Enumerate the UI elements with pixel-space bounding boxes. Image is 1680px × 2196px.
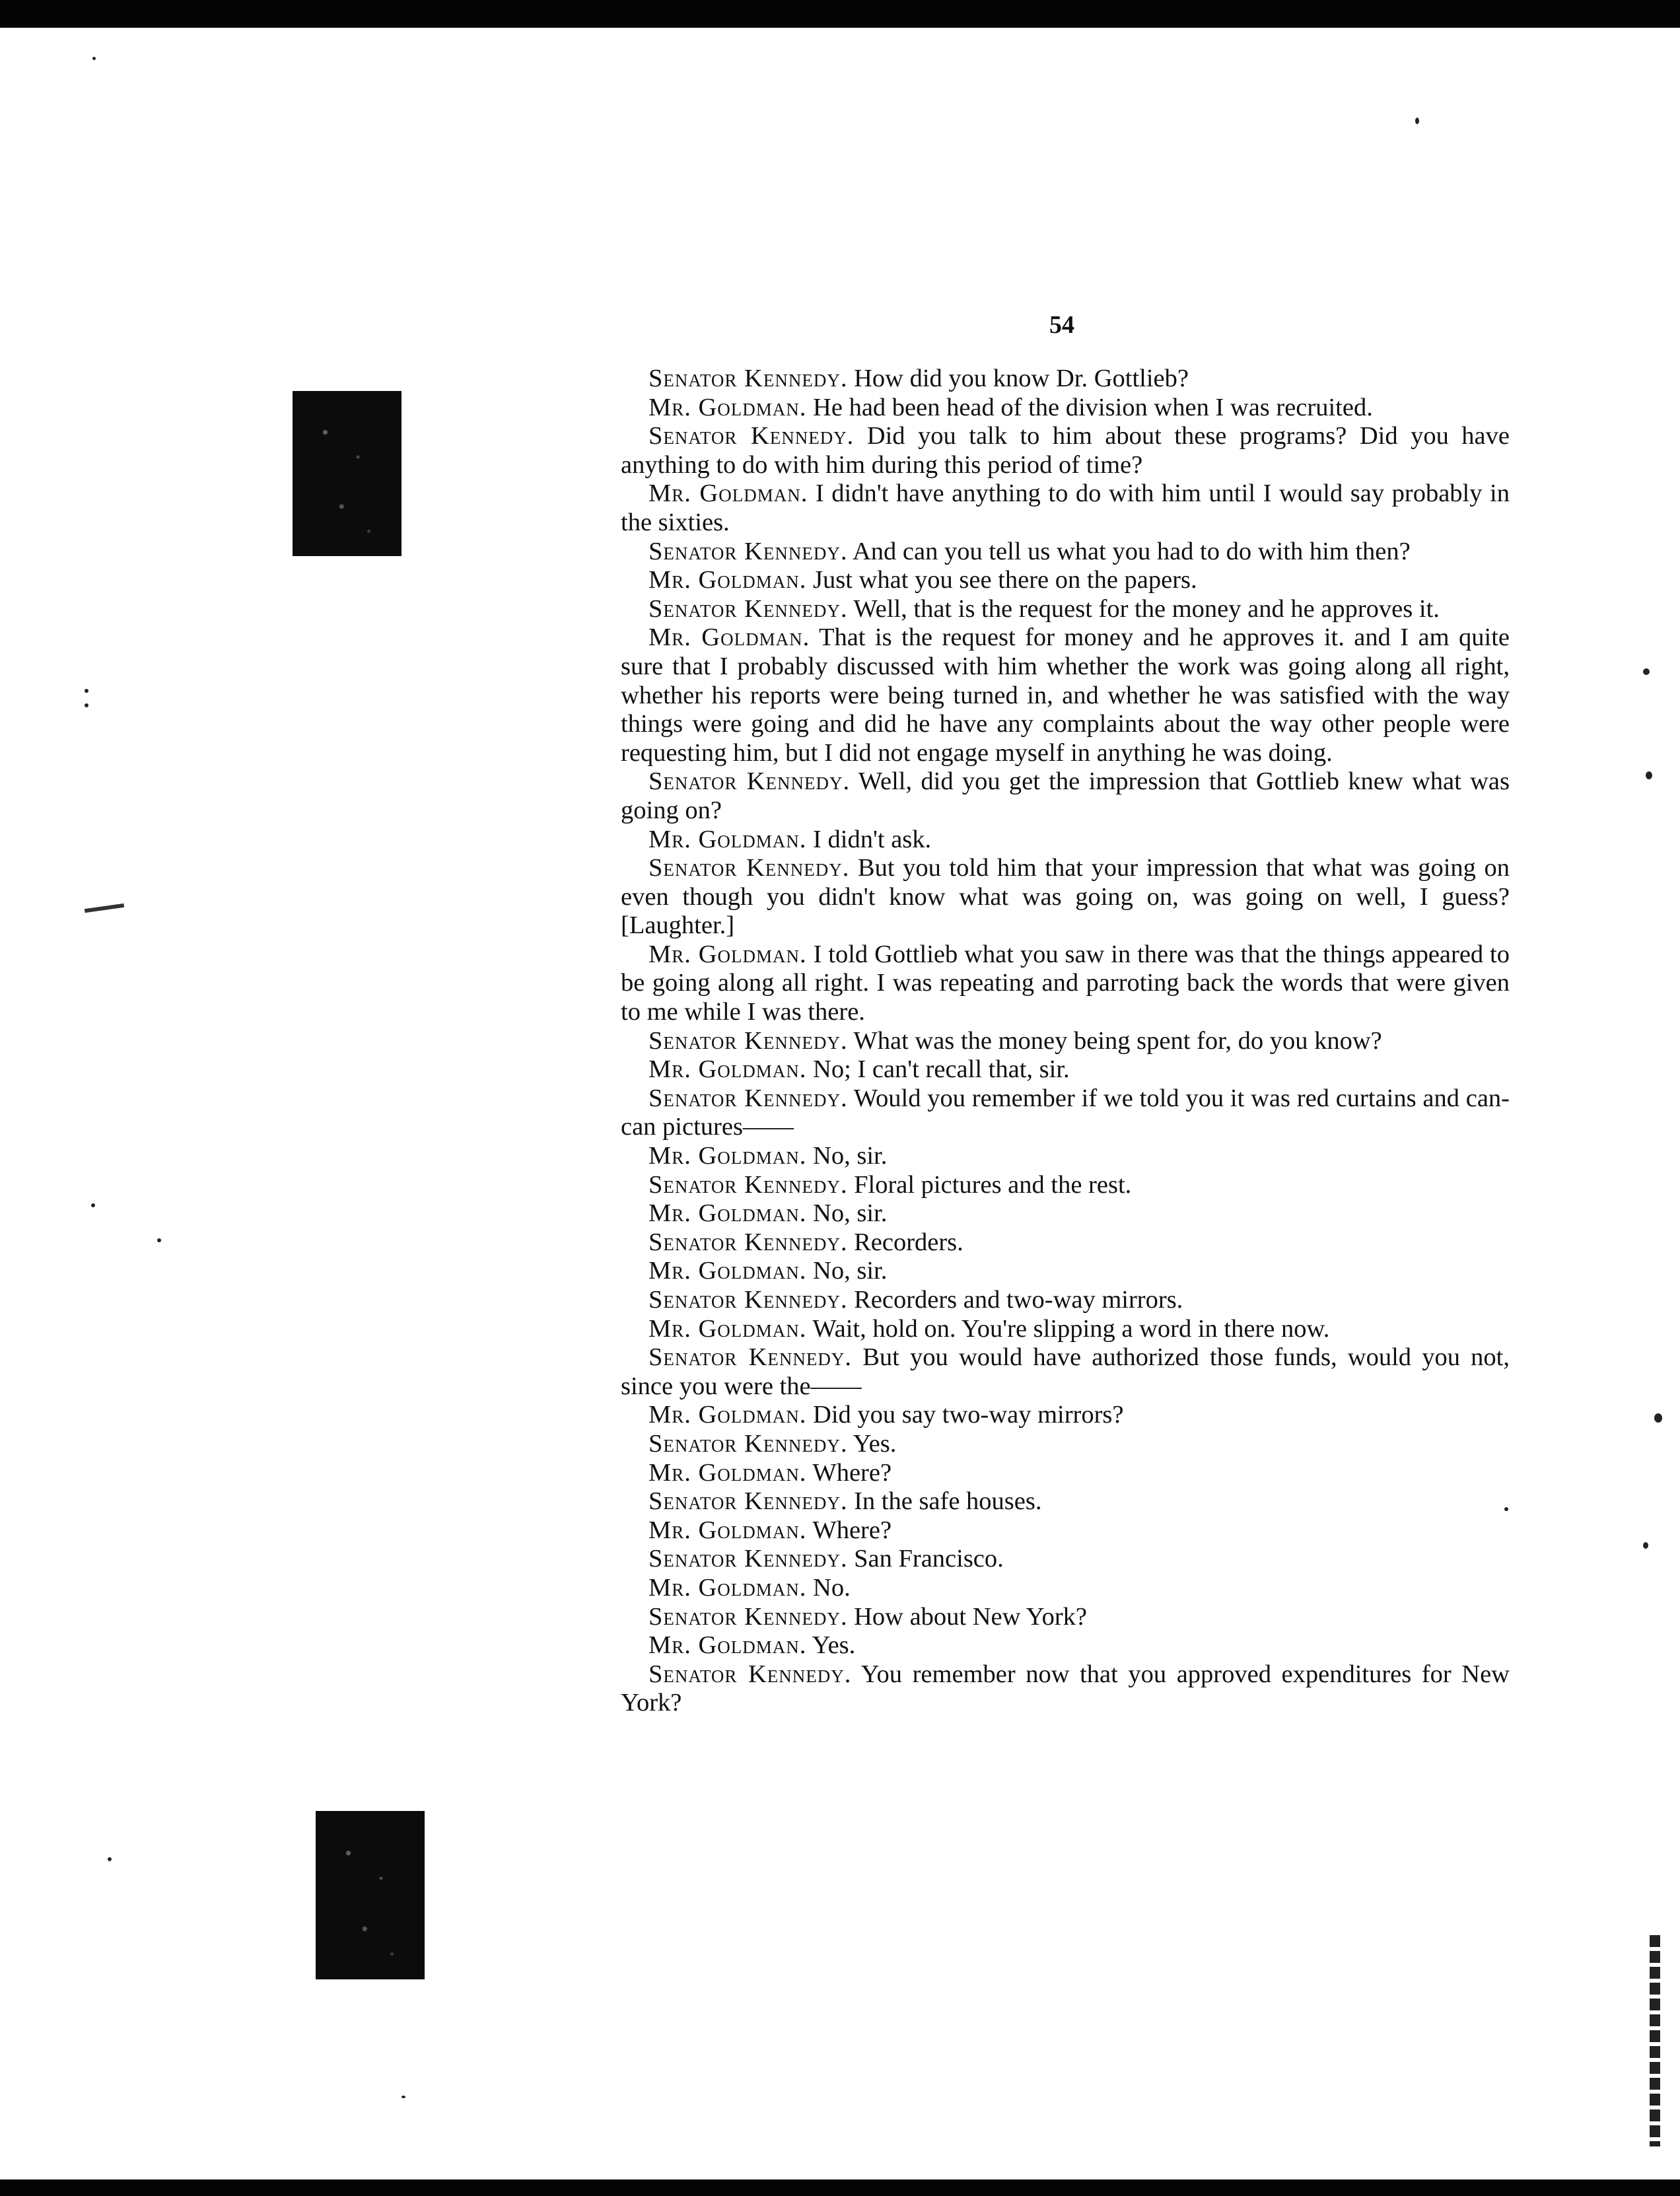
transcript-paragraph <box>621 1055 1510 1084</box>
scan-artifact-dash <box>85 903 124 913</box>
speaker-name: Mr. Goldman. <box>648 1055 807 1084</box>
transcript-paragraph <box>621 566 1510 595</box>
statement-text: No; I can't recall that, sir. <box>813 1055 1070 1084</box>
speaker-name: Mr. Goldman. <box>648 1458 807 1487</box>
statement-text: How about New York? <box>854 1602 1087 1631</box>
transcript-paragraph <box>621 1487 1510 1516</box>
speaker-name: Senator Kennedy. <box>648 1170 848 1199</box>
statement-text: You remember now that you approved expenditures for New York? <box>621 1660 1510 1717</box>
scan-speck <box>1415 118 1419 124</box>
statement-text: What was the money being spent for, do you know? <box>853 1026 1382 1055</box>
transcript-paragraph <box>621 595 1510 624</box>
speaker-name: Senator Kennedy. <box>648 594 848 623</box>
hearing-transcript <box>621 365 1510 1718</box>
statement-text: Yes. <box>853 1429 897 1458</box>
transcript-paragraph <box>621 538 1510 567</box>
statement-text: No, sir. <box>813 1199 888 1228</box>
transcript-paragraph <box>621 422 1510 479</box>
statement-text: Would you remember if we told you it was red curtains and can-can pictures—— <box>621 1084 1510 1141</box>
speaker-name: Senator Kennedy. <box>648 537 848 565</box>
speaker-name: Mr. Goldman. <box>648 1257 807 1285</box>
scan-border-top <box>0 0 1680 28</box>
scan-speck <box>91 1203 95 1207</box>
statement-text: I didn't ask. <box>813 825 932 853</box>
transcript-paragraph <box>621 1660 1510 1718</box>
speaker-name: Senator Kennedy. <box>648 1487 848 1516</box>
transcript-paragraph <box>621 826 1510 855</box>
transcript-paragraph <box>621 1603 1510 1632</box>
statement-text: Well, that is the request for the money and he approves it. <box>853 594 1440 623</box>
transcript-paragraph <box>621 1574 1510 1603</box>
speaker-name: Senator Kennedy. <box>648 1343 853 1372</box>
speaker-name: Senator Kennedy. <box>648 1026 848 1055</box>
scan-speck <box>92 57 96 60</box>
transcript-paragraph <box>621 1631 1510 1660</box>
transcript-paragraph <box>621 1228 1510 1257</box>
speaker-name: Mr. Goldman. <box>648 566 807 594</box>
transcript-paragraph <box>621 1516 1510 1545</box>
statement-text: But you told him that your impression that what was going on even though you didn't know what was going on, was going on well, I guess? [Laughter.] <box>621 854 1510 940</box>
transcript-paragraph <box>621 1084 1510 1142</box>
page-number: 54 <box>1049 311 1074 339</box>
speaker-name: Mr. Goldman. <box>648 1142 807 1170</box>
speaker-name: Senator Kennedy. <box>648 1545 848 1573</box>
scan-border-bottom <box>0 2179 1680 2196</box>
statement-text: Where? <box>812 1516 892 1544</box>
speaker-name: Senator Kennedy. <box>648 1084 848 1112</box>
speaker-name: Senator Kennedy. <box>648 1286 848 1314</box>
transcript-paragraph <box>621 1199 1510 1228</box>
statement-text: Just what you see there on the papers. <box>813 566 1197 594</box>
statement-text: Floral pictures and the rest. <box>854 1170 1132 1199</box>
transcript-paragraph <box>621 1430 1510 1459</box>
speaker-name: Senator Kennedy. <box>648 1660 852 1688</box>
transcript-paragraph <box>621 1459 1510 1488</box>
statement-text: Did you say two-way mirrors? <box>813 1401 1124 1429</box>
transcript-paragraph <box>621 394 1510 423</box>
scan-speck <box>1643 668 1650 675</box>
transcript-paragraph <box>621 767 1510 825</box>
statement-text: He had been head of the division when I was recruited. <box>813 393 1373 421</box>
scan-artifact-edge <box>1650 1935 1660 2146</box>
statement-text: Did you talk to him about these programs? Did you have anything to do with him during this period of time? <box>621 422 1510 479</box>
scan-speck <box>157 1238 161 1242</box>
speaker-name: Mr. Goldman. <box>648 825 807 853</box>
punch-hole-mark-lower <box>316 1811 425 1979</box>
transcript-paragraph <box>621 1257 1510 1286</box>
statement-text: No. <box>813 1573 851 1602</box>
speaker-name: Senator Kennedy. <box>648 1228 848 1256</box>
scan-speck <box>1643 1542 1648 1549</box>
statement-text: In the safe houses. <box>854 1487 1042 1516</box>
transcript-paragraph <box>621 1545 1510 1574</box>
speaker-name: Senator Kennedy. <box>648 1602 848 1631</box>
statement-text: Well, did you get the impression that Gottlieb knew what was going on? <box>621 767 1510 824</box>
statement-text: Yes. <box>812 1631 856 1660</box>
transcript-paragraph <box>621 1343 1510 1401</box>
statement-text: And can you tell us what you had to do with him then? <box>852 537 1411 565</box>
transcript-paragraph <box>621 1401 1510 1430</box>
speaker-name: Mr. Goldman. <box>648 1631 807 1660</box>
statement-text: How did you know Dr. Gottlieb? <box>854 365 1189 392</box>
transcript-paragraph <box>621 854 1510 940</box>
statement-text: Recorders and two-way mirrors. <box>854 1286 1183 1314</box>
speaker-name: Senator Kennedy. <box>648 1429 848 1458</box>
speaker-name: Mr. Goldman. <box>648 940 807 968</box>
statement-text: No, sir. <box>813 1142 888 1170</box>
transcript-paragraph <box>621 1315 1510 1344</box>
statement-text: Where? <box>812 1458 892 1487</box>
speaker-name: Senator Kennedy. <box>648 854 850 882</box>
transcript-paragraph <box>621 1142 1510 1171</box>
statement-text: I told Gottlieb what you saw in there was that the things appeared to be going along all right. I was repeating and parroting back the words that were given to me while I was there. <box>621 940 1510 1026</box>
speaker-name: Senator Kennedy. <box>648 422 855 450</box>
statement-text: Wait, hold on. You're slipping a word in there now. <box>812 1314 1330 1343</box>
scan-speck <box>108 1857 112 1861</box>
transcript-paragraph <box>621 1027 1510 1056</box>
transcript-paragraph <box>621 1171 1510 1200</box>
statement-text: San Francisco. <box>854 1545 1004 1573</box>
transcript-paragraph <box>621 940 1510 1027</box>
speaker-name: Mr. Goldman. <box>648 623 810 652</box>
speaker-name: Mr. Goldman. <box>648 1314 807 1343</box>
transcript-paragraph <box>621 365 1510 394</box>
transcript-paragraph <box>621 623 1510 767</box>
scan-speck <box>1654 1413 1662 1423</box>
speaker-name: Mr. Goldman. <box>648 1199 807 1228</box>
scan-speck <box>402 2096 405 2098</box>
speaker-name: Mr. Goldman. <box>648 1573 807 1602</box>
scan-speck <box>85 703 88 707</box>
speaker-name: Mr. Goldman. <box>648 1401 807 1429</box>
speaker-name: Mr. Goldman. <box>648 1516 807 1544</box>
statement-text: No, sir. <box>813 1257 888 1285</box>
transcript-paragraph <box>621 479 1510 537</box>
scan-speck <box>85 689 88 693</box>
statement-text: But you would have authorized those funds, would you not, since you were the—— <box>621 1343 1510 1400</box>
statement-text: That is the request for money and he approves it. and I am quite sure that I probably discussed with him whether the work was going along all right, whether his reports were being turned in, and whether he was satisfied with the way things were going and did he have any complaints about the way other people were requesting him, but I did not engage myself in anything he was doing. <box>621 623 1510 767</box>
scan-speck <box>1646 771 1652 779</box>
statement-text: I didn't have anything to do with him until I would say probably in the sixties. <box>621 479 1510 536</box>
statement-text: Recorders. <box>854 1228 963 1256</box>
punch-hole-mark-upper <box>293 391 402 556</box>
speaker-name: Senator Kennedy. <box>648 767 851 796</box>
transcript-paragraph <box>621 1286 1510 1315</box>
speaker-name: Mr. Goldman. <box>648 393 807 421</box>
speaker-name: Senator Kennedy. <box>648 365 848 392</box>
speaker-name: Mr. Goldman. <box>648 479 808 508</box>
